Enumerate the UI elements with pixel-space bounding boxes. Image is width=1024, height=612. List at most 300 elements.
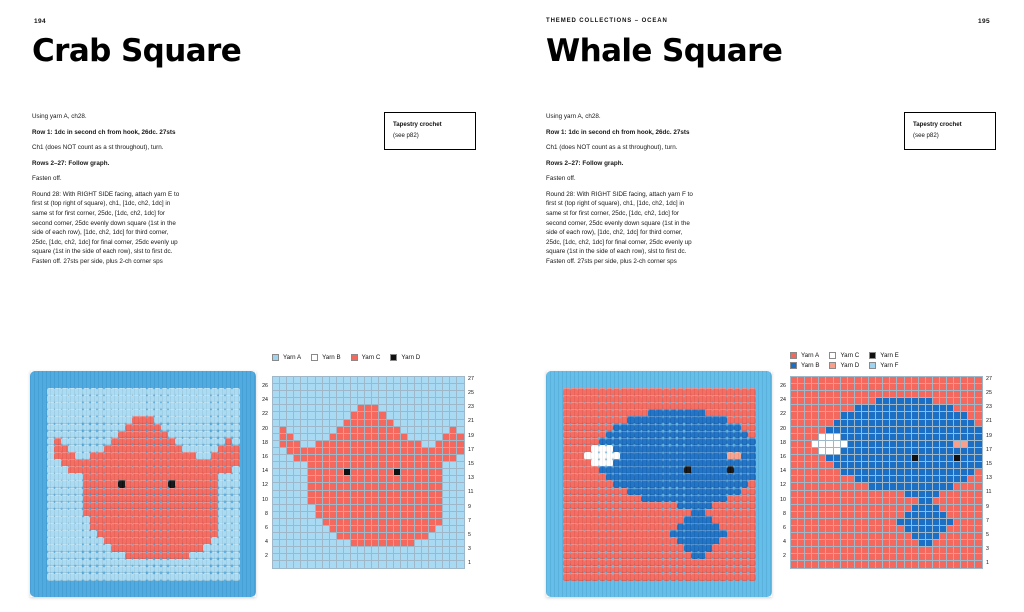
chart-cell <box>798 434 805 441</box>
chart-cell <box>905 519 912 526</box>
chart-cell <box>841 412 848 419</box>
chart-cell <box>933 505 940 512</box>
chart-cell <box>344 498 351 505</box>
chart-row-number: 3 <box>986 546 989 553</box>
chart-cell <box>841 377 848 384</box>
chart-cell <box>919 441 926 448</box>
swatch-stitch <box>232 544 240 552</box>
chart-cell <box>933 398 940 405</box>
chart-cell <box>287 441 294 448</box>
chart-cell <box>457 420 464 427</box>
chart-cell <box>379 420 386 427</box>
swatch-stitch <box>232 573 240 581</box>
chart-cell <box>408 561 415 568</box>
chart-cell <box>379 469 386 476</box>
chart-cell <box>975 483 982 490</box>
chart-cell <box>968 533 975 540</box>
chart-cell <box>826 519 833 526</box>
chart-cell <box>323 462 330 469</box>
chart-cell <box>379 377 386 384</box>
chart-cell <box>819 476 826 483</box>
chart-cell <box>919 455 926 462</box>
chart-cell <box>933 547 940 554</box>
chart-cell <box>372 420 379 427</box>
chart-cell <box>791 377 798 384</box>
chart-cell <box>287 533 294 540</box>
chart-cell <box>869 377 876 384</box>
chart-cell <box>841 491 848 498</box>
chart-cell <box>415 420 422 427</box>
chart-cell <box>855 533 862 540</box>
chart-cell <box>869 398 876 405</box>
chart-cell <box>287 526 294 533</box>
chart-cell <box>365 455 372 462</box>
chart-cell <box>436 491 443 498</box>
chart-cell <box>819 427 826 434</box>
crab-para-4: Rows 2–27: Follow graph. <box>32 159 110 167</box>
chart-cell <box>273 547 280 554</box>
chart-cell <box>294 533 301 540</box>
chart-cell <box>819 412 826 419</box>
chart-cell <box>862 455 869 462</box>
chart-cell <box>933 427 940 434</box>
chart-cell <box>273 391 280 398</box>
chart-cell <box>869 420 876 427</box>
chart-row-number: 10 <box>780 496 786 503</box>
chart-cell <box>848 384 855 391</box>
chart-cell <box>316 512 323 519</box>
chart-cell <box>791 533 798 540</box>
chart-cell <box>330 412 337 419</box>
chart-cell <box>330 505 337 512</box>
chart-cell <box>337 455 344 462</box>
chart-cell <box>812 561 819 568</box>
chart-cell <box>798 547 805 554</box>
chart-cell <box>436 427 443 434</box>
chart-cell <box>408 405 415 412</box>
chart-cell <box>919 405 926 412</box>
chart-cell <box>883 398 890 405</box>
chart-cell <box>308 448 315 455</box>
page-number-left: 194 <box>34 18 47 25</box>
chart-cell <box>905 469 912 476</box>
chart-cell <box>351 476 358 483</box>
swatch-stitch <box>591 416 599 424</box>
chart-cell <box>450 519 457 526</box>
chart-cell <box>401 554 408 561</box>
chart-cell <box>805 412 812 419</box>
chart-cell <box>450 505 457 512</box>
chart-cell <box>365 483 372 490</box>
chart-cell <box>387 462 394 469</box>
chart-cell <box>273 519 280 526</box>
chart-cell <box>890 554 897 561</box>
chart-cell <box>287 391 294 398</box>
chart-cell <box>436 476 443 483</box>
crab-colour-chart <box>272 376 465 569</box>
chart-cell <box>933 420 940 427</box>
chart-cell <box>372 512 379 519</box>
chart-cell <box>429 377 436 384</box>
chart-cell <box>826 384 833 391</box>
chart-row-number: 2 <box>265 553 268 560</box>
chart-cell <box>387 420 394 427</box>
chart-cell <box>876 554 883 561</box>
chart-cell <box>436 547 443 554</box>
chart-cell <box>819 483 826 490</box>
chart-cell <box>954 483 961 490</box>
chart-cell <box>443 377 450 384</box>
chart-cell <box>408 455 415 462</box>
chart-cell <box>294 462 301 469</box>
chart-cell <box>450 554 457 561</box>
chart-cell <box>422 384 429 391</box>
chart-cell <box>358 377 365 384</box>
chart-cell <box>429 448 436 455</box>
chart-cell <box>798 533 805 540</box>
chart-cell <box>287 398 294 405</box>
chart-cell <box>436 554 443 561</box>
chart-cell <box>294 448 301 455</box>
chart-cell <box>961 391 968 398</box>
legend-swatch-icon <box>869 352 876 359</box>
chart-cell <box>429 462 436 469</box>
whale-para-4: Rows 2–27: Follow graph. <box>546 159 624 167</box>
chart-cell <box>848 391 855 398</box>
chart-cell <box>280 448 287 455</box>
chart-cell <box>975 533 982 540</box>
chart-cell <box>443 441 450 448</box>
chart-cell <box>429 420 436 427</box>
chart-cell <box>954 384 961 391</box>
chart-cell <box>919 398 926 405</box>
chart-cell <box>897 554 904 561</box>
chart-cell <box>422 455 429 462</box>
chart-cell <box>897 427 904 434</box>
chart-cell <box>905 462 912 469</box>
chart-cell <box>401 427 408 434</box>
chart-cell <box>791 505 798 512</box>
chart-cell <box>365 405 372 412</box>
legend-label: Yarn B <box>801 362 820 369</box>
chart-cell <box>394 434 401 441</box>
chart-cell <box>379 483 386 490</box>
chart-cell <box>323 398 330 405</box>
chart-cell <box>379 384 386 391</box>
chart-cell <box>890 391 897 398</box>
chart-row-number: 7 <box>986 517 989 524</box>
chart-cell <box>372 519 379 526</box>
chart-cell <box>798 498 805 505</box>
chart-cell <box>287 540 294 547</box>
chart-cell <box>947 476 954 483</box>
chart-cell <box>351 519 358 526</box>
crab-para-3: Ch1 (does NOT count as a st throughout), turn. <box>32 144 164 152</box>
chart-cell <box>287 427 294 434</box>
legend-swatch-icon <box>790 352 797 359</box>
chart-cell <box>351 455 358 462</box>
chart-row-number: 25 <box>986 390 992 397</box>
swatch-stitch <box>232 416 240 424</box>
chart-cell <box>862 469 869 476</box>
chart-cell <box>394 554 401 561</box>
chart-cell <box>351 398 358 405</box>
chart-cell <box>890 455 897 462</box>
chart-cell <box>905 491 912 498</box>
chart-cell <box>905 476 912 483</box>
chart-cell <box>812 498 819 505</box>
chart-cell <box>961 377 968 384</box>
chart-cell <box>372 526 379 533</box>
chart-cell <box>422 483 429 490</box>
chart-cell <box>961 427 968 434</box>
chart-cell <box>926 526 933 533</box>
chart-cell <box>933 540 940 547</box>
chart-cell <box>798 391 805 398</box>
chart-cell <box>422 469 429 476</box>
chart-cell <box>954 427 961 434</box>
chart-cell <box>968 384 975 391</box>
chart-cell <box>457 533 464 540</box>
chart-cell <box>933 448 940 455</box>
chart-cell <box>890 377 897 384</box>
chart-cell <box>273 561 280 568</box>
chart-cell <box>791 491 798 498</box>
chart-cell <box>791 405 798 412</box>
chart-cell <box>457 448 464 455</box>
chart-cell <box>947 412 954 419</box>
chart-cell <box>429 526 436 533</box>
chart-cell <box>798 554 805 561</box>
chart-cell <box>805 512 812 519</box>
chart-cell <box>443 391 450 398</box>
chart-cell <box>905 561 912 568</box>
chart-cell <box>457 519 464 526</box>
chart-cell <box>394 512 401 519</box>
chart-cell <box>826 491 833 498</box>
chart-cell <box>429 476 436 483</box>
swatch-stitch <box>591 480 599 488</box>
chart-cell <box>954 441 961 448</box>
chart-cell <box>905 540 912 547</box>
chart-cell <box>323 540 330 547</box>
chart-cell <box>387 448 394 455</box>
chart-cell <box>791 434 798 441</box>
chart-cell <box>308 420 315 427</box>
chart-cell <box>869 405 876 412</box>
chart-row-number: 22 <box>780 411 786 418</box>
chart-cell <box>308 491 315 498</box>
chart-cell <box>337 476 344 483</box>
chart-cell <box>351 405 358 412</box>
chart-cell <box>954 377 961 384</box>
chart-cell <box>351 391 358 398</box>
chart-cell <box>323 391 330 398</box>
chart-cell <box>905 398 912 405</box>
chart-cell <box>287 405 294 412</box>
chart-cell <box>344 448 351 455</box>
chart-cell <box>834 547 841 554</box>
chart-cell <box>344 476 351 483</box>
chart-cell <box>351 441 358 448</box>
chart-cell <box>968 561 975 568</box>
chart-cell <box>344 420 351 427</box>
chart-cell <box>450 405 457 412</box>
chart-cell <box>876 498 883 505</box>
chart-cell <box>975 491 982 498</box>
chart-cell <box>876 469 883 476</box>
chart-row-number: 27 <box>468 375 474 382</box>
chart-cell <box>372 498 379 505</box>
chart-row-number: 18 <box>780 439 786 446</box>
chart-cell <box>855 448 862 455</box>
chart-cell <box>308 533 315 540</box>
chart-cell <box>933 483 940 490</box>
chart-cell <box>401 391 408 398</box>
chart-cell <box>301 498 308 505</box>
chart-cell <box>422 391 429 398</box>
chart-cell <box>890 434 897 441</box>
chart-cell <box>344 519 351 526</box>
chart-cell <box>316 476 323 483</box>
chart-cell <box>436 533 443 540</box>
chart-cell <box>422 420 429 427</box>
chart-cell <box>897 547 904 554</box>
chart-cell <box>308 483 315 490</box>
legend-item <box>272 354 301 361</box>
chart-cell <box>351 526 358 533</box>
chart-cell <box>848 441 855 448</box>
legend-item <box>829 362 859 369</box>
swatch-stitch <box>719 416 727 424</box>
chart-cell <box>330 455 337 462</box>
chart-cell <box>330 420 337 427</box>
chart-cell <box>968 469 975 476</box>
chart-cell <box>457 498 464 505</box>
chart-cell <box>337 540 344 547</box>
chart-cell <box>855 412 862 419</box>
chart-cell <box>805 483 812 490</box>
chart-cell <box>344 547 351 554</box>
chart-cell <box>947 420 954 427</box>
chart-cell <box>394 540 401 547</box>
chart-cell <box>301 483 308 490</box>
chart-cell <box>457 384 464 391</box>
whale-para-5: Fasten off. <box>546 175 576 183</box>
chart-cell <box>940 455 947 462</box>
chart-cell <box>394 384 401 391</box>
chart-cell <box>457 547 464 554</box>
chart-cell <box>848 512 855 519</box>
chart-cell <box>926 498 933 505</box>
chart-cell <box>316 540 323 547</box>
chart-cell <box>280 405 287 412</box>
chart-cell <box>841 526 848 533</box>
chart-cell <box>372 540 379 547</box>
chart-cell <box>819 491 826 498</box>
chart-cell <box>798 384 805 391</box>
chart-cell <box>933 491 940 498</box>
chart-cell <box>905 427 912 434</box>
chart-cell <box>947 547 954 554</box>
chart-cell <box>855 455 862 462</box>
chart-cell <box>869 505 876 512</box>
chart-cell <box>897 540 904 547</box>
chart-cell <box>308 434 315 441</box>
chart-cell <box>968 412 975 419</box>
chart-cell <box>855 547 862 554</box>
chart-cell <box>316 469 323 476</box>
chart-cell <box>273 526 280 533</box>
chart-row-number: 9 <box>986 503 989 510</box>
chart-cell <box>316 441 323 448</box>
chart-cell <box>791 483 798 490</box>
chart-cell <box>805 491 812 498</box>
chart-cell <box>869 540 876 547</box>
chart-cell <box>316 491 323 498</box>
chart-cell <box>876 448 883 455</box>
crab-para-6: Round 28: With RIGHT SIDE facing, attach yarn E to first st (top right of square), ch1, [1dc, ch2, 1dc] in same st for first corner, 25dc, [1dc, ch2, 1dc] for second corner, 25dc evenly down square (1st in the side of each row), [1dc, ch2, 1dc] for third corner, 25dc, [1dc, ch2, 1dc] for final corner, 25dc evenly up square (1st in the side of each row), slst to first dc. Fasten off. 27sts per side, plus 2-ch corner sps <box>32 190 180 265</box>
chart-cell <box>436 384 443 391</box>
chart-cell <box>862 491 869 498</box>
chart-cell <box>883 405 890 412</box>
chart-cell <box>351 547 358 554</box>
chart-cell <box>401 533 408 540</box>
chart-cell <box>316 547 323 554</box>
chart-cell <box>443 533 450 540</box>
chart-cell <box>812 540 819 547</box>
chart-cell <box>337 434 344 441</box>
chart-cell <box>330 540 337 547</box>
chart-cell <box>897 483 904 490</box>
chart-cell <box>443 498 450 505</box>
chart-cell <box>308 526 315 533</box>
chart-cell <box>365 526 372 533</box>
chart-cell <box>940 547 947 554</box>
chart-cell <box>848 483 855 490</box>
chart-cell <box>841 554 848 561</box>
chart-cell <box>819 526 826 533</box>
chart-cell <box>968 498 975 505</box>
chart-cell <box>422 547 429 554</box>
chart-cell <box>415 561 422 568</box>
chart-cell <box>401 412 408 419</box>
chart-cell <box>947 491 954 498</box>
chart-cell <box>280 512 287 519</box>
chart-cell <box>791 427 798 434</box>
chart-cell <box>323 554 330 561</box>
chart-cell <box>280 441 287 448</box>
chart-cell <box>429 405 436 412</box>
chart-cell <box>358 554 365 561</box>
chart-cell <box>344 512 351 519</box>
chart-cell <box>912 384 919 391</box>
chart-cell <box>876 455 883 462</box>
chart-cell <box>940 519 947 526</box>
chart-cell <box>919 384 926 391</box>
chart-cell <box>912 547 919 554</box>
chart-cell <box>351 491 358 498</box>
chart-cell <box>273 441 280 448</box>
chart-cell <box>912 434 919 441</box>
chart-cell <box>436 405 443 412</box>
chart-cell <box>450 533 457 540</box>
chart-cell <box>443 405 450 412</box>
chart-cell <box>301 554 308 561</box>
chart-cell <box>855 420 862 427</box>
legend-item <box>390 354 420 361</box>
chart-cell <box>905 533 912 540</box>
